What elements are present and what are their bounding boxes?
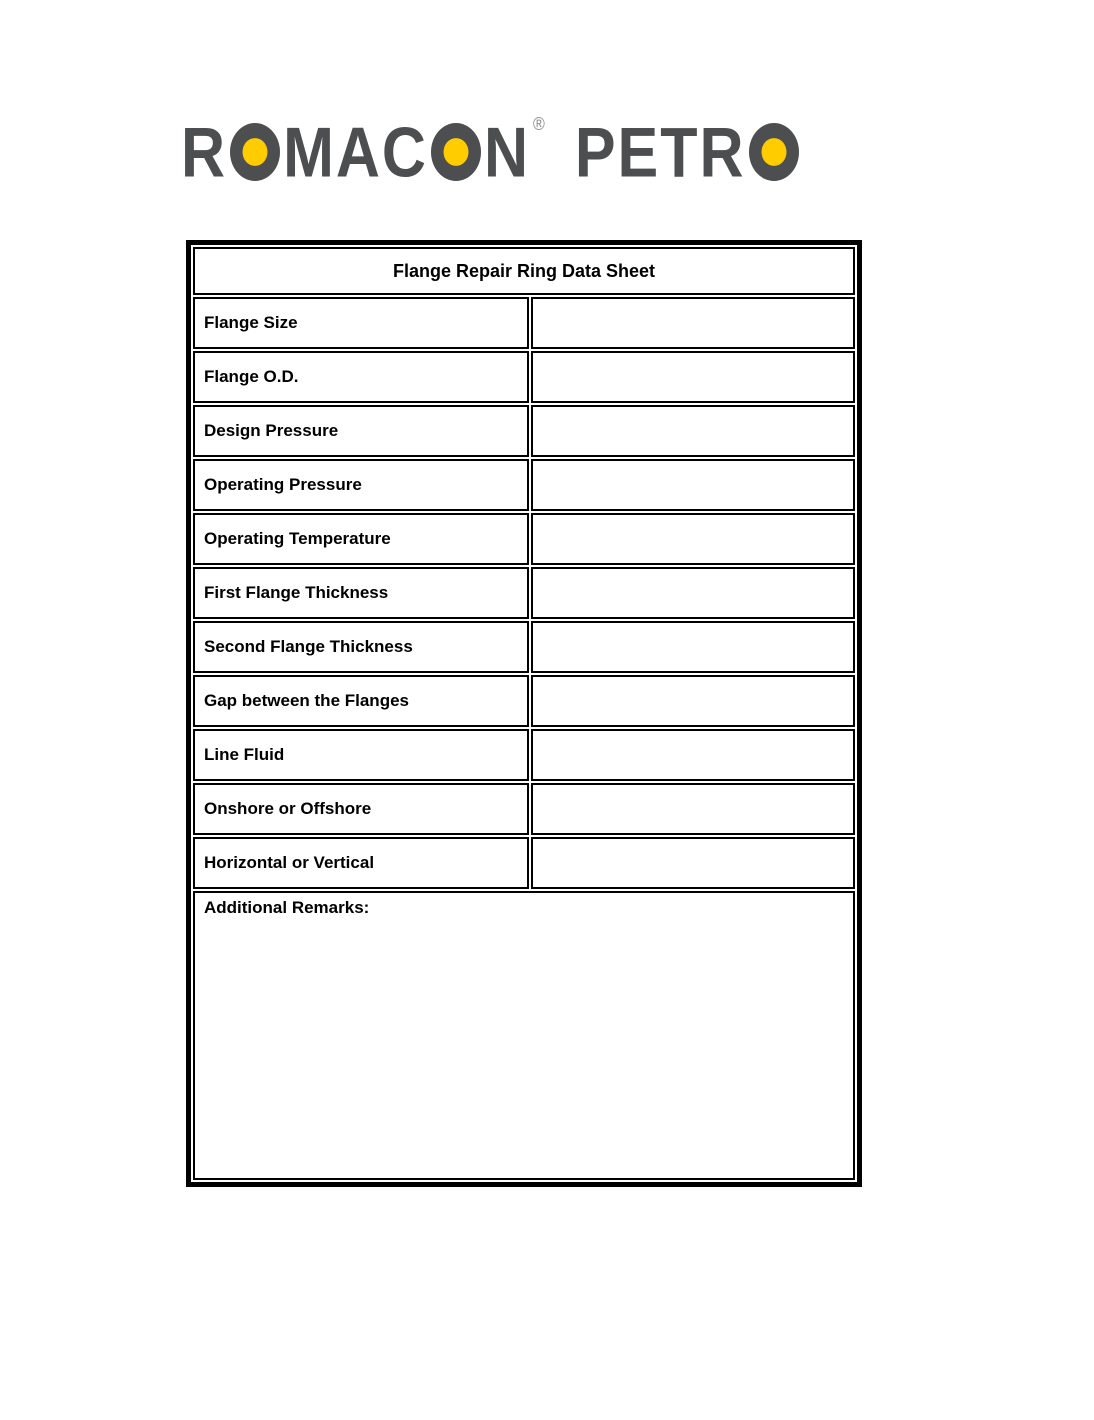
table-row xyxy=(193,621,855,673)
field-value-operating-temperature[interactable] xyxy=(531,513,855,565)
table-row xyxy=(193,513,855,565)
field-label-flange-size: Flange Size xyxy=(193,297,529,349)
field-value-flange-od[interactable] xyxy=(531,351,855,403)
table-row xyxy=(193,351,855,403)
remarks-row xyxy=(193,891,855,1180)
logo-letter-r: R xyxy=(181,112,228,192)
field-label-line-fluid: Line Fluid xyxy=(193,729,529,781)
field-value-second-flange-thickness[interactable] xyxy=(531,621,855,673)
sheet-title-row xyxy=(193,247,855,295)
o-disc-icon xyxy=(431,123,481,181)
additional-remarks-label: Additional Remarks: xyxy=(204,898,370,917)
field-value-flange-size[interactable] xyxy=(531,297,855,349)
flange-data-sheet xyxy=(186,240,862,1187)
logo-letters-mac: MAC xyxy=(283,112,428,192)
o-disc-icon xyxy=(230,123,280,181)
field-value-onshore-offshore[interactable] xyxy=(531,783,855,835)
logo-letters-petr: PETR xyxy=(574,112,746,192)
field-value-gap-between-flanges[interactable] xyxy=(531,675,855,727)
field-value-line-fluid[interactable] xyxy=(531,729,855,781)
field-label-operating-temperature: Operating Temperature xyxy=(193,513,529,565)
table-row xyxy=(193,675,855,727)
field-label-horizontal-vertical: Horizontal or Vertical xyxy=(193,837,529,889)
additional-remarks-area[interactable] xyxy=(193,891,855,1180)
table-row xyxy=(193,405,855,457)
table-row xyxy=(193,459,855,511)
sheet-title: Flange Repair Ring Data Sheet xyxy=(193,247,855,295)
field-label-first-flange-thickness: First Flange Thickness xyxy=(193,567,529,619)
table-row xyxy=(193,567,855,619)
table-row xyxy=(193,837,855,889)
field-label-onshore-offshore: Onshore or Offshore xyxy=(193,783,529,835)
logo-letter-n: N xyxy=(483,112,531,192)
field-label-design-pressure: Design Pressure xyxy=(193,405,529,457)
o-disc-icon xyxy=(749,123,799,181)
field-value-horizontal-vertical[interactable] xyxy=(531,837,855,889)
registered-trademark-icon: ® xyxy=(533,114,545,135)
field-label-second-flange-thickness: Second Flange Thickness xyxy=(193,621,529,673)
romacon-petro-logo xyxy=(181,112,802,192)
table-row xyxy=(193,729,855,781)
field-label-flange-od: Flange O.D. xyxy=(193,351,529,403)
field-value-design-pressure[interactable] xyxy=(531,405,855,457)
field-label-gap-between-flanges: Gap between the Flanges xyxy=(193,675,529,727)
table-row xyxy=(193,297,855,349)
field-value-first-flange-thickness[interactable] xyxy=(531,567,855,619)
field-label-operating-pressure: Operating Pressure xyxy=(193,459,529,511)
field-value-operating-pressure[interactable] xyxy=(531,459,855,511)
table-row xyxy=(193,783,855,835)
